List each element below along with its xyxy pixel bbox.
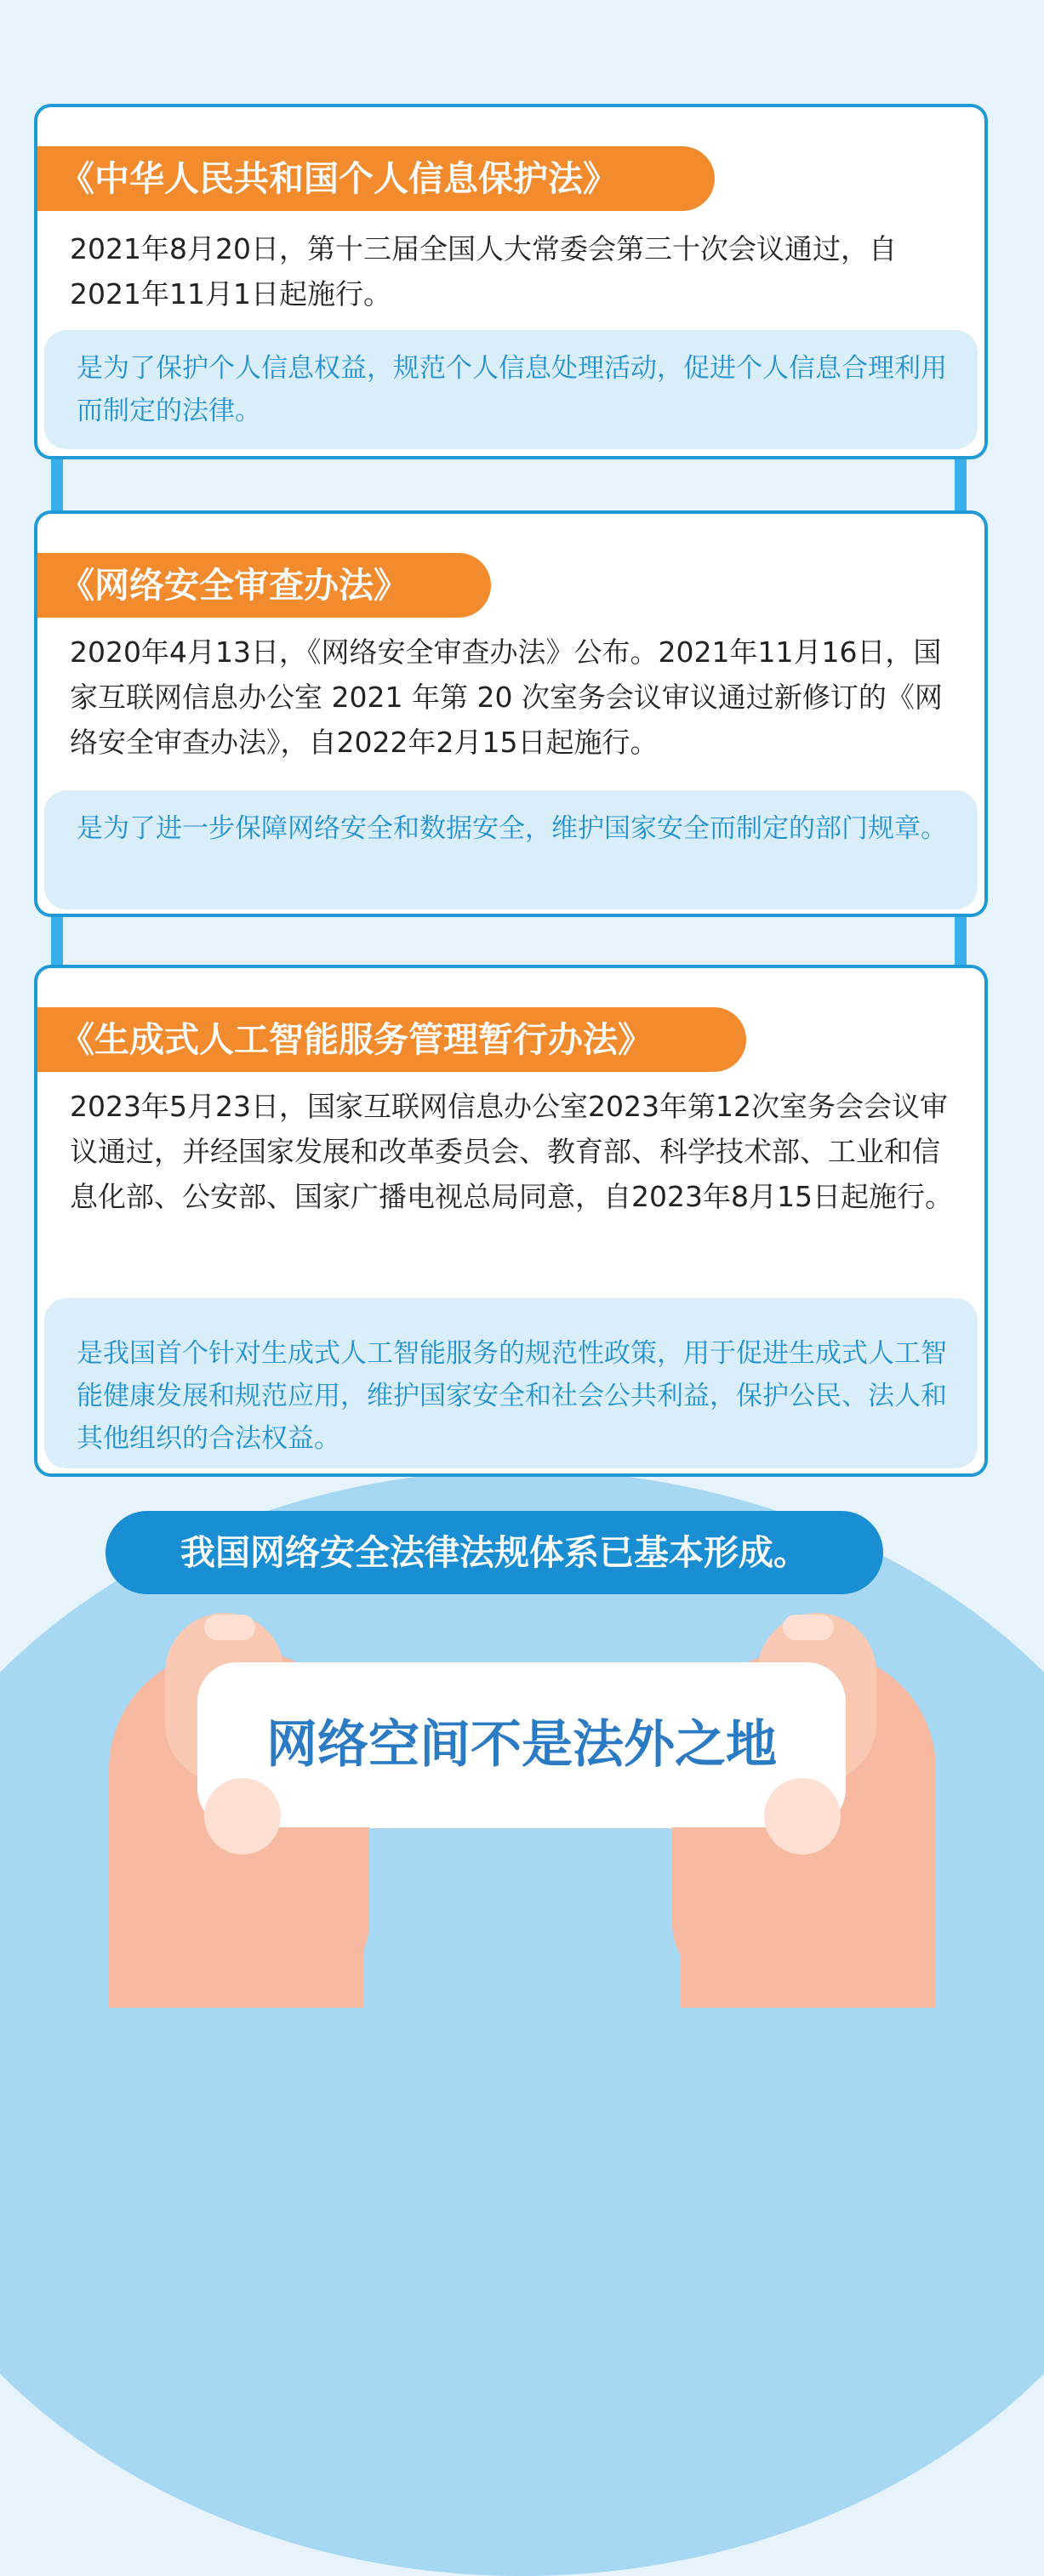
law-title: 《网络安全审查办法》 [34,553,491,618]
slogan-paper: 网络空间不是法外之地 [197,1662,846,1828]
law-description: 2020年4月13日，《网络安全审查办法》公布。2021年11月16日，国家互联网信息办公室 2021 年第 20 次室务会议审议通过新修订的《网络安全审查办法》，自2022年2月15日起施行。 [70,635,943,759]
thumbnail-left-illustration [204,1615,255,1640]
summary-banner: 我国网络安全法律法规体系已基本形成。 [106,1511,883,1594]
right-fingers-illustration [672,1827,859,1991]
fingernail-right-illustration [764,1778,841,1855]
law-title: 《生成式人工智能服务管理暂行办法》 [34,1007,746,1072]
left-fingers-illustration [182,1827,369,1991]
background-hill [0,1470,1044,2576]
law-card-cybersecurity-review [34,510,988,917]
law-purpose-note: 是为了保护个人信息权益，规范个人信息处理活动，促进个人信息合理利用而制定的法律。 [44,330,978,449]
law-card-personal-information [34,104,988,459]
law-description: 2021年8月20日，第十三届全国人大常委会第三十次会议通过，自2021年11月1日起施行。 [70,232,897,311]
law-title: 《中华人民共和国个人信息保护法》 [34,146,715,211]
law-purpose-note: 是我国首个针对生成式人工智能服务的规范性政策，用于促进生成式人工智能健康发展和规范应用，维护国家安全和社会公共利益，保护公民、法人和其他组织的合法权益。 [44,1298,978,1468]
law-description: 2023年5月23日，国家互联网信息办公室2023年第12次室务会会议审议通过，并经国家发展和改革委员会、教育部、科学技术部、工业和信息化部、公安部、国家广播电视总局同意，自2023年8月15日起施行。 [70,1090,953,1213]
thumbnail-right-illustration [783,1615,834,1640]
fingernail-left-illustration [204,1778,281,1855]
law-card-generative-ai [34,965,988,1477]
law-purpose-note: 是为了进一步保障网络安全和数据安全，维护国家安全而制定的部门规章。 [44,790,978,909]
